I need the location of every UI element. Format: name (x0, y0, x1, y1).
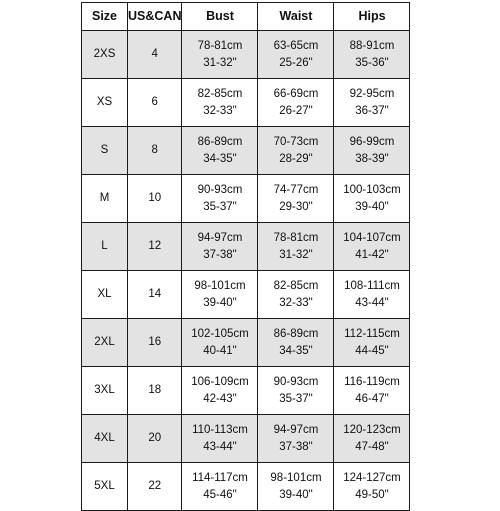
hips-cell-line: 108-111cm (344, 279, 400, 292)
size-cell-line: 2XL (94, 336, 115, 348)
waist-cell-line: 66-69cm (273, 87, 319, 100)
us-can-cell-line: 10 (148, 192, 162, 204)
hips-cell-line: 124-127cm (343, 471, 401, 484)
us-can-cell (128, 415, 182, 463)
hips-cell-line: 44-45" (355, 344, 389, 357)
table-row (82, 463, 410, 511)
hips-cell (334, 463, 410, 511)
hips-cell-line: 35-36" (355, 56, 389, 69)
hips-cell (334, 79, 410, 127)
us-can-cell (128, 463, 182, 511)
hips-cell (334, 175, 410, 223)
us-can-cell (128, 31, 182, 79)
bust-cell-line: 39-40" (203, 296, 237, 309)
bust-cell-line: 32-33" (203, 104, 237, 117)
us-can-cell (128, 319, 182, 367)
us-can-cell-line: 8 (151, 144, 158, 156)
waist-cell (258, 415, 334, 463)
bust-cell (182, 175, 258, 223)
hips-cell-line: 39-40" (355, 200, 389, 213)
table-row (82, 175, 410, 223)
us-can-cell (128, 79, 182, 127)
header-waist: Waist (258, 3, 334, 31)
us-can-cell-line: 6 (151, 96, 158, 108)
hips-cell-line: 43-44" (355, 296, 389, 309)
waist-cell (258, 175, 334, 223)
size-cell-line: 5XL (94, 480, 115, 492)
size-cell-line: XS (96, 96, 113, 108)
waist-cell (258, 31, 334, 79)
table-row (82, 319, 410, 367)
waist-cell-line: 82-85cm (273, 279, 319, 292)
hips-cell-line: 92-95cm (349, 87, 395, 100)
bust-cell-line: 114-117cm (192, 471, 248, 484)
size-cell (82, 415, 128, 463)
waist-cell-line: 86-89cm (273, 327, 319, 340)
bust-cell-line: 86-89cm (197, 135, 243, 148)
size-cell-line: 2XS (93, 48, 116, 60)
size-cell-line: XL (97, 288, 112, 300)
header-hips: Hips (334, 3, 410, 31)
bust-cell-line: 98-101cm (194, 279, 246, 292)
waist-cell-line: 28-29" (279, 152, 313, 165)
waist-cell-line: 90-93cm (273, 375, 319, 388)
bust-cell-line: 45-46" (203, 488, 237, 501)
us-can-cell-line: 14 (148, 288, 162, 300)
size-cell-line: M (99, 192, 110, 204)
size-chart-table (81, 2, 410, 511)
hips-cell-line: 38-39" (355, 152, 389, 165)
hips-cell-line: 116-119cm (344, 375, 400, 388)
table-row (82, 367, 410, 415)
waist-cell-line: 31-32" (279, 248, 313, 261)
table-row (82, 79, 410, 127)
bust-cell (182, 271, 258, 319)
hips-cell (334, 223, 410, 271)
bust-cell-line: 40-41" (203, 344, 237, 357)
us-can-cell-line: 12 (148, 240, 162, 252)
waist-cell-line: 94-97cm (273, 423, 319, 436)
bust-cell-line: 110-113cm (192, 423, 248, 436)
size-cell-line: 3XL (94, 384, 115, 396)
bust-cell-line: 34-35" (203, 152, 237, 165)
table-row (82, 271, 410, 319)
waist-cell (258, 127, 334, 175)
hips-cell-line: 36-37" (355, 104, 389, 117)
hips-cell (334, 271, 410, 319)
us-can-cell-line: 16 (148, 336, 162, 348)
waist-cell (258, 463, 334, 511)
us-can-cell (128, 127, 182, 175)
bust-cell-line: 31-32" (203, 56, 237, 69)
bust-cell (182, 367, 258, 415)
hips-cell-line: 41-42" (355, 248, 389, 261)
bust-cell-line: 43-44" (203, 440, 237, 453)
hips-cell-line: 112-115cm (344, 327, 400, 340)
table-row (82, 127, 410, 175)
hips-cell-line: 49-50" (355, 488, 389, 501)
header-size: Size (82, 3, 128, 31)
size-cell-line: L (101, 240, 108, 252)
bust-cell (182, 223, 258, 271)
waist-cell-line: 78-81cm (273, 231, 319, 244)
waist-cell-line: 35-37" (279, 392, 313, 405)
size-cell (82, 367, 128, 415)
bust-cell (182, 31, 258, 79)
size-cell (82, 223, 128, 271)
bust-cell (182, 79, 258, 127)
bust-cell-line: 78-81cm (197, 39, 243, 52)
hips-cell-line: 100-103cm (343, 183, 401, 196)
hips-cell-line: 88-91cm (349, 39, 395, 52)
waist-cell-line: 74-77cm (273, 183, 319, 196)
waist-cell-line: 63-65cm (273, 39, 319, 52)
us-can-cell-line: 4 (151, 48, 158, 60)
waist-cell-line: 25-26" (279, 56, 313, 69)
bust-cell (182, 127, 258, 175)
bust-cell (182, 415, 258, 463)
bust-cell-line: 90-93cm (197, 183, 243, 196)
size-cell (82, 319, 128, 367)
bust-cell (182, 463, 258, 511)
us-can-cell (128, 271, 182, 319)
waist-cell-line: 32-33" (279, 296, 313, 309)
bust-cell-line: 106-109cm (191, 375, 249, 388)
size-cell-line: S (100, 144, 109, 156)
us-can-cell-line: 20 (148, 432, 162, 444)
waist-cell-line: 26-27" (279, 104, 313, 117)
hips-cell-line: 46-47" (355, 392, 389, 405)
us-can-cell-line: 18 (148, 384, 162, 396)
hips-cell (334, 415, 410, 463)
waist-cell-line: 29-30" (279, 200, 313, 213)
table-row (82, 223, 410, 271)
waist-cell-line: 34-35" (279, 344, 313, 357)
waist-cell-line: 70-73cm (273, 135, 319, 148)
size-cell (82, 31, 128, 79)
us-can-cell (128, 175, 182, 223)
table-row (82, 31, 410, 79)
us-can-cell (128, 223, 182, 271)
hips-cell (334, 127, 410, 175)
bust-cell-line: 94-97cm (197, 231, 243, 244)
header-row (82, 3, 410, 31)
header-bust: Bust (182, 3, 258, 31)
waist-cell-line: 39-40" (279, 488, 313, 501)
bust-cell (182, 319, 258, 367)
bust-cell-line: 82-85cm (197, 87, 243, 100)
size-cell (82, 127, 128, 175)
hips-cell (334, 31, 410, 79)
bust-cell-line: 42-43" (203, 392, 237, 405)
waist-cell-line: 37-38" (279, 440, 313, 453)
hips-cell-line: 47-48" (355, 440, 389, 453)
table-row (82, 415, 410, 463)
size-cell (82, 271, 128, 319)
hips-cell-line: 120-123cm (343, 423, 401, 436)
waist-cell-line: 98-101cm (270, 471, 322, 484)
bust-cell-line: 37-38" (203, 248, 237, 261)
waist-cell (258, 367, 334, 415)
size-cell (82, 175, 128, 223)
size-cell (82, 79, 128, 127)
hips-cell (334, 367, 410, 415)
hips-cell-line: 96-99cm (349, 135, 395, 148)
header-us-can: US&CAN (128, 3, 182, 31)
hips-cell (334, 319, 410, 367)
waist-cell (258, 223, 334, 271)
us-can-cell-line: 22 (148, 480, 162, 492)
waist-cell (258, 271, 334, 319)
size-cell (82, 463, 128, 511)
us-can-cell (128, 367, 182, 415)
waist-cell (258, 79, 334, 127)
waist-cell (258, 319, 334, 367)
size-cell-line: 4XL (94, 432, 115, 444)
hips-cell-line: 104-107cm (343, 231, 401, 244)
bust-cell-line: 102-105cm (191, 327, 249, 340)
bust-cell-line: 35-37" (203, 200, 237, 213)
